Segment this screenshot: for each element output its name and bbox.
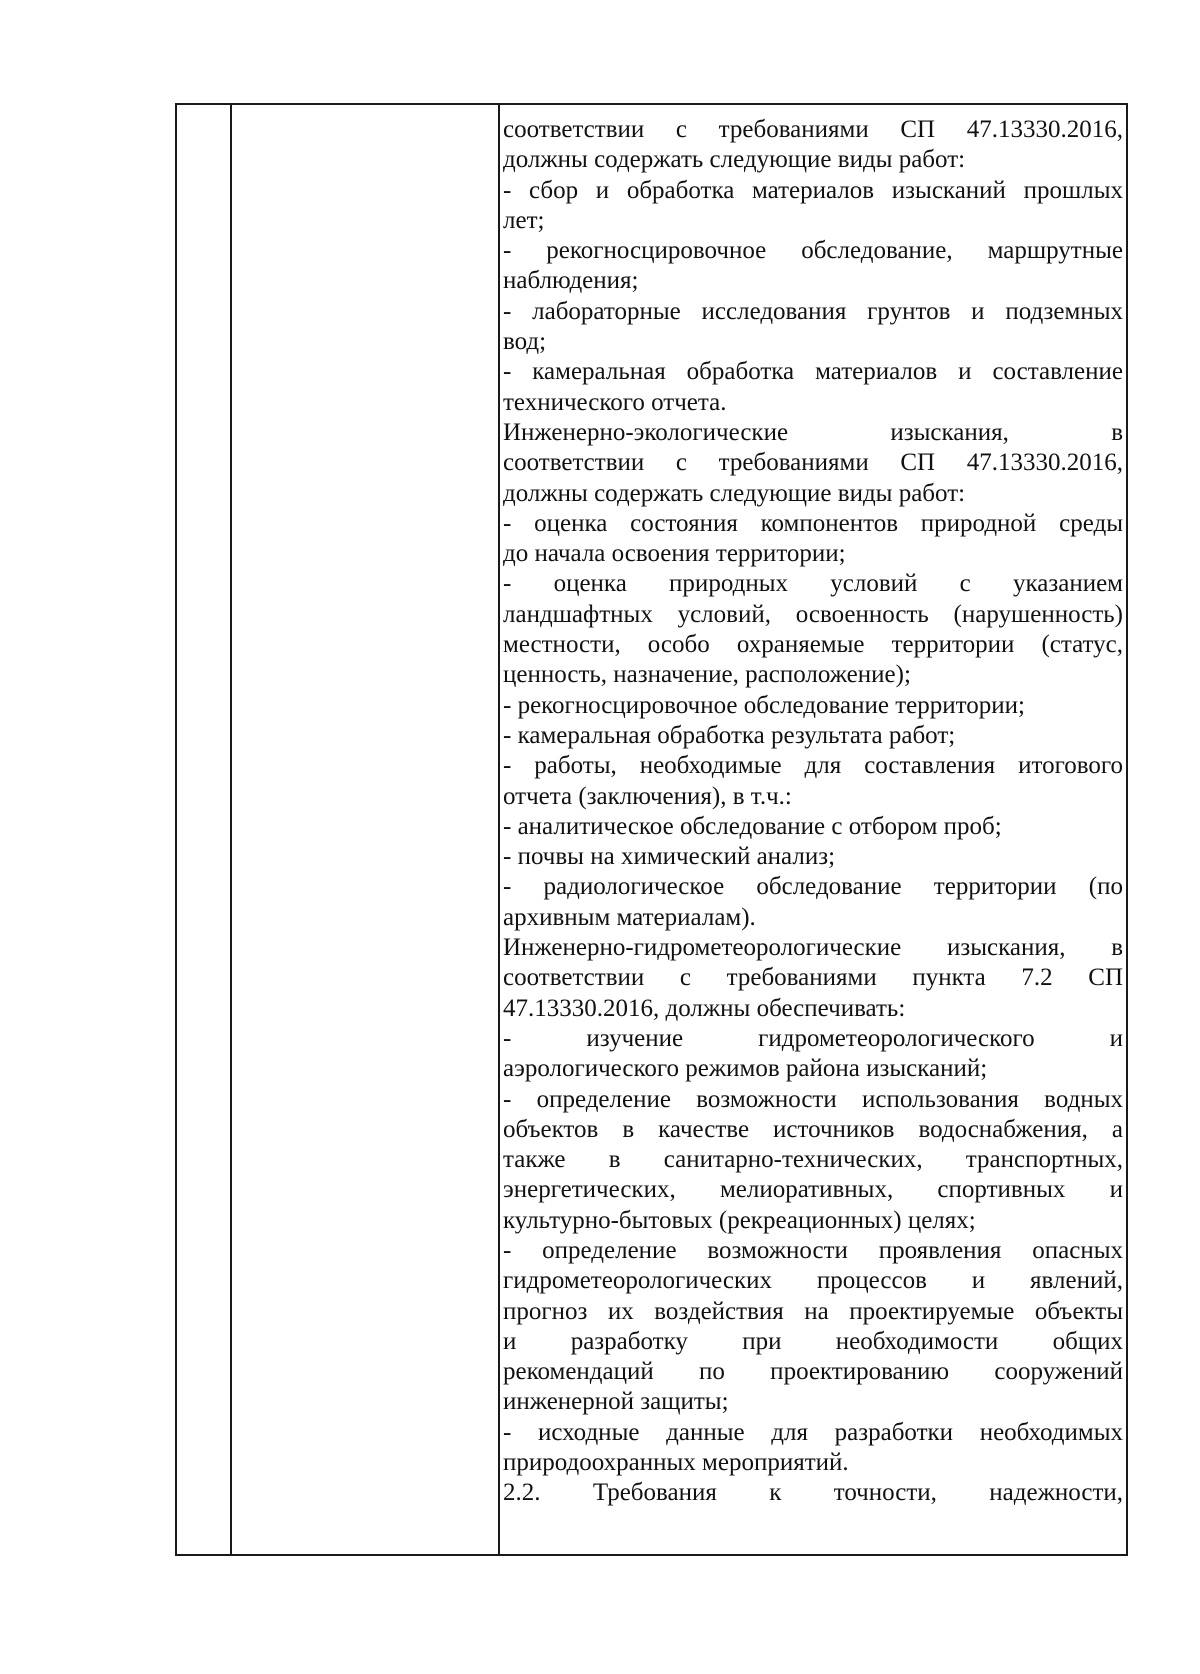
text-line: технического отчета. xyxy=(503,388,727,416)
text-line: наблюдения; xyxy=(503,267,639,295)
text-line: - лабораторные исследования грунтов и подземных xyxy=(503,297,1123,325)
text-line: - оценка состояния компонентов природной среды xyxy=(503,509,1123,537)
table-bottom-border xyxy=(175,1554,1128,1556)
text-line: - сбор и обработка материалов изысканий прошлых xyxy=(503,176,1123,204)
text-line: прогноз их воздействия на проектируемые объекты xyxy=(503,1297,1123,1325)
text-line: - радиологическое обследование территории (по xyxy=(503,873,1123,901)
text-line: архивным материалам). xyxy=(503,903,756,931)
table-top-border xyxy=(175,103,1128,105)
text-line: лет; xyxy=(503,206,545,234)
text-line: ландшафтных условий, освоенность (нарушенность) xyxy=(503,600,1123,628)
text-line: аэрологического режимов района изысканий; xyxy=(503,1055,988,1083)
requirements-text-cell xyxy=(503,115,1123,1509)
text-line: соответствии с требованиями СП 47.13330.2016, xyxy=(503,116,1123,143)
text-line: природоохранных мероприятий. xyxy=(503,1449,849,1477)
text-line: - камеральная обработка материалов и составление xyxy=(503,358,1123,386)
text-line: - определение возможности использования водных xyxy=(503,1085,1123,1113)
text-line: - исходные данные для разработки необходимых xyxy=(503,1418,1123,1446)
text-line: инженерной защиты; xyxy=(503,1388,729,1416)
text-line: - изучение гидрометеорологического и xyxy=(503,1024,1123,1052)
text-line: - рекогносцировочное обследование, маршрутные xyxy=(503,237,1123,265)
text-line: объектов в качестве источников водоснабжения, а xyxy=(503,1115,1123,1143)
text-line: - оценка природных условий с указанием xyxy=(503,570,1123,598)
text-line: - рекогносцировочное обследование территории; xyxy=(503,691,1025,719)
text-line: энергетических, мелиоративных, спортивных и xyxy=(503,1176,1123,1204)
text-line: - камеральная обработка результата работ; xyxy=(503,721,956,749)
text-line: - почвы на химический анализ; xyxy=(503,843,836,871)
text-line: ценность, назначение, расположение); xyxy=(503,661,911,689)
text-line: - работы, необходимые для составления итогового xyxy=(503,752,1123,780)
text-line: Инженерно-гидрометеорологические изыскания, в xyxy=(503,934,1123,962)
text-line: должны содержать следующие виды работ: xyxy=(503,146,966,174)
text-line: и разработку при необходимости общих xyxy=(503,1327,1123,1355)
text-line: - аналитическое обследование с отбором проб; xyxy=(503,812,1002,840)
text-line: отчета (заключения), в т.ч.: xyxy=(503,782,792,810)
text-line: рекомендаций по проектированию сооружений xyxy=(503,1358,1123,1386)
text-line: также в санитарно-технических, транспортных, xyxy=(503,1146,1123,1174)
text-line: гидрометеорологических процессов и явлений, xyxy=(503,1267,1123,1295)
table-column-divider-1 xyxy=(230,103,232,1556)
text-line: - определение возможности проявления опасных xyxy=(503,1236,1123,1264)
text-line: до начала освоения территории; xyxy=(503,540,846,568)
text-line: Инженерно-экологические изыскания, в xyxy=(503,418,1123,446)
table-right-border xyxy=(1126,103,1128,1556)
text-line: вод; xyxy=(503,328,547,356)
text-line: местности, особо охраняемые территории (статус, xyxy=(503,631,1123,659)
table-left-border xyxy=(175,103,177,1556)
text-line: 47.13330.2016, должны обеспечивать: xyxy=(503,994,906,1022)
text-line: соответствии с требованиями пункта 7.2 СП xyxy=(503,964,1123,992)
table-column-divider-2 xyxy=(498,103,500,1556)
text-line: соответствии с требованиями СП 47.13330.2016, xyxy=(503,449,1123,477)
text-line: культурно-бытовых (рекреационных) целях; xyxy=(503,1206,976,1234)
text-line: 2.2. Требования к точности, надежности, xyxy=(503,1479,1123,1507)
text-line: должны содержать следующие виды работ: xyxy=(503,479,966,507)
